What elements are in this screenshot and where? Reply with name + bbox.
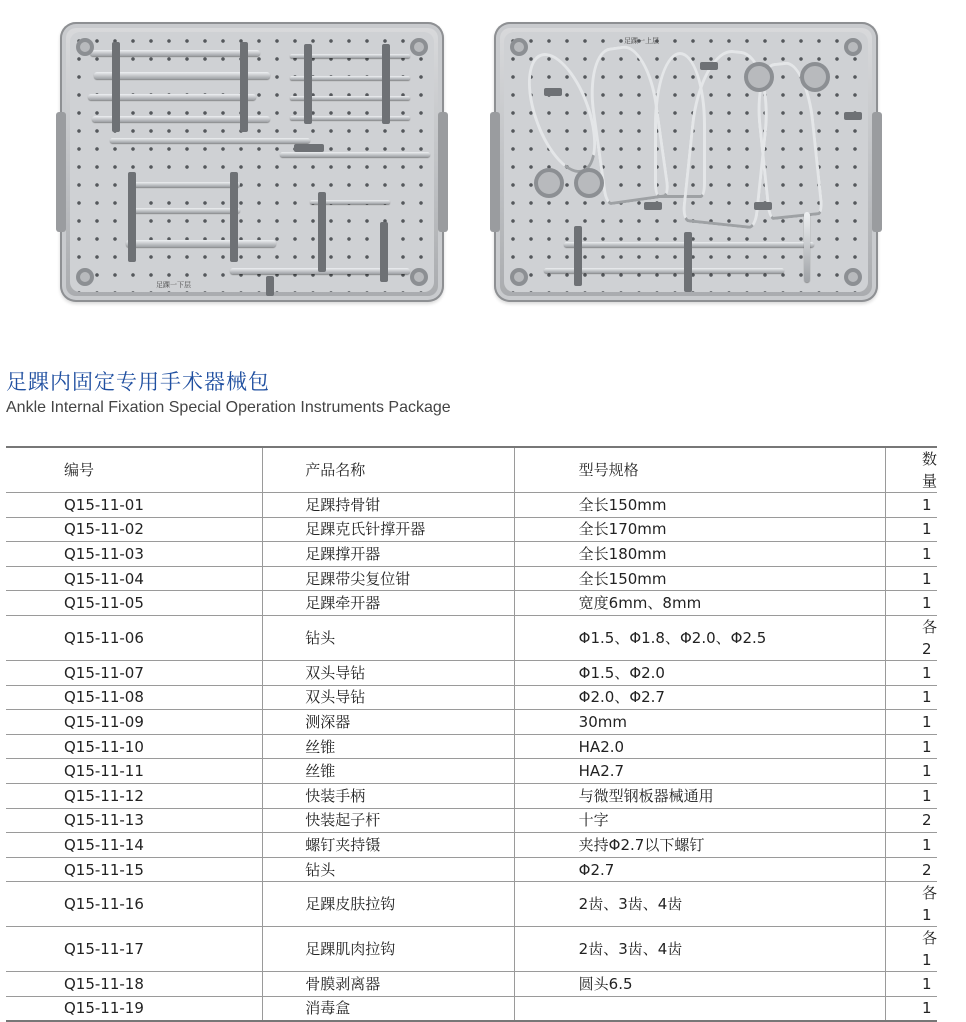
cell-spec: 2齿、3齿、4齿 [514,927,885,972]
table-row [6,759,937,784]
cell-name: 快装起子杆 [263,808,514,833]
cell-code: Q15-11-18 [6,972,263,997]
table-row [6,542,937,567]
table-row [6,972,937,997]
table-row [6,591,937,616]
upper-tray-photo [494,22,878,302]
tray-label-stamp: 足踝一下层 [156,281,191,289]
cell-code: Q15-11-04 [6,566,263,591]
table-row [6,734,937,759]
cell-spec: 夹持Φ2.7以下螺钉 [514,833,885,858]
column-header-name: 产品名称 [263,447,514,493]
cell-qty: 各1 [885,882,937,927]
cell-name: 足踝持骨钳 [263,493,514,518]
cell-name: 足踝带尖复位钳 [263,566,514,591]
cell-qty: 1 [885,542,937,567]
cell-code: Q15-11-11 [6,759,263,784]
tray-handle [438,112,448,232]
cell-name: 快装手柄 [263,783,514,808]
cell-spec: 全长150mm [514,493,885,518]
cell-spec: Φ2.7 [514,857,885,882]
column-header-code: 编号 [6,447,263,493]
tray-perforated-base [504,32,868,292]
cell-name: 足踝皮肤拉钩 [263,882,514,927]
table-body [6,493,937,1022]
cell-name: 足踝肌肉拉钩 [263,927,514,972]
instrument-spec-table [6,446,937,1022]
table-row [6,615,937,660]
cell-qty: 1 [885,783,937,808]
cell-qty: 各2 [885,615,937,660]
table-row [6,685,937,710]
cell-code: Q15-11-19 [6,996,263,1021]
cell-spec: 2齿、3齿、4齿 [514,882,885,927]
cell-qty: 1 [885,566,937,591]
product-photos [0,0,966,320]
cell-qty: 1 [885,591,937,616]
cell-spec: 全长170mm [514,517,885,542]
cell-qty: 1 [885,734,937,759]
cell-code: Q15-11-03 [6,542,263,567]
cell-qty: 1 [885,833,937,858]
cell-spec: 十字 [514,808,885,833]
cell-spec: 宽度6mm、8mm [514,591,885,616]
tray-handle [872,112,882,232]
cell-code: Q15-11-14 [6,833,263,858]
cell-code: Q15-11-12 [6,783,263,808]
tray-label-stamp: 足踝一上层 [624,37,659,45]
table-row [6,927,937,972]
cell-qty: 1 [885,996,937,1021]
cell-spec: HA2.0 [514,734,885,759]
table-row [6,808,937,833]
column-header-qty: 数量 [885,447,937,493]
cell-qty: 1 [885,685,937,710]
cell-code: Q15-11-06 [6,615,263,660]
cell-name: 丝锥 [263,734,514,759]
cell-name: 钻头 [263,615,514,660]
cell-name: 双头导钻 [263,685,514,710]
cell-qty: 1 [885,493,937,518]
cell-name: 足踝克氏针撑开器 [263,517,514,542]
cell-name: 丝锥 [263,759,514,784]
cell-code: Q15-11-16 [6,882,263,927]
table-row [6,833,937,858]
cell-spec: 全长180mm [514,542,885,567]
cell-name: 双头导钻 [263,660,514,685]
tray-perforated-base [70,32,434,292]
table-row [6,517,937,542]
table-header-row [6,447,937,493]
cell-name: 足踝牵开器 [263,591,514,616]
cell-spec [514,996,885,1021]
cell-code: Q15-11-02 [6,517,263,542]
cell-spec: HA2.7 [514,759,885,784]
cell-code: Q15-11-10 [6,734,263,759]
cell-qty: 2 [885,808,937,833]
cell-qty: 1 [885,710,937,735]
cell-qty: 1 [885,759,937,784]
column-header-spec: 型号规格 [514,447,885,493]
cell-spec: Φ1.5、Φ2.0 [514,660,885,685]
cell-code: Q15-11-05 [6,591,263,616]
cell-code: Q15-11-09 [6,710,263,735]
cell-name: 足踝撑开器 [263,542,514,567]
cell-code: Q15-11-17 [6,927,263,972]
page-title: 足踝内固定专用手术器械包 [6,370,270,394]
cell-qty: 各1 [885,927,937,972]
cell-name: 消毒盒 [263,996,514,1021]
cell-name: 测深器 [263,710,514,735]
cell-spec: 30mm [514,710,885,735]
cell-spec: Φ2.0、Φ2.7 [514,685,885,710]
tray-handle [56,112,66,232]
cell-qty: 1 [885,517,937,542]
lower-tray-photo [60,22,444,302]
cell-code: Q15-11-15 [6,857,263,882]
cell-code: Q15-11-08 [6,685,263,710]
table-row [6,710,937,735]
table-row [6,566,937,591]
table-row [6,882,937,927]
table-row [6,493,937,518]
cell-spec: 与微型钢板器械通用 [514,783,885,808]
cell-code: Q15-11-13 [6,808,263,833]
tray-handle [490,112,500,232]
table-row [6,783,937,808]
cell-spec: 全长150mm [514,566,885,591]
cell-qty: 1 [885,660,937,685]
cell-spec: 圆头6.5 [514,972,885,997]
table-row [6,996,937,1021]
cell-name: 螺钉夹持镊 [263,833,514,858]
cell-qty: 1 [885,972,937,997]
cell-code: Q15-11-01 [6,493,263,518]
cell-name: 钻头 [263,857,514,882]
table-row [6,857,937,882]
table-row [6,660,937,685]
cell-qty: 2 [885,857,937,882]
page-subtitle: Ankle Internal Fixation Special Operation Instruments Package [6,399,451,416]
cell-spec: Φ1.5、Φ1.8、Φ2.0、Φ2.5 [514,615,885,660]
cell-code: Q15-11-07 [6,660,263,685]
cell-name: 骨膜剥离器 [263,972,514,997]
